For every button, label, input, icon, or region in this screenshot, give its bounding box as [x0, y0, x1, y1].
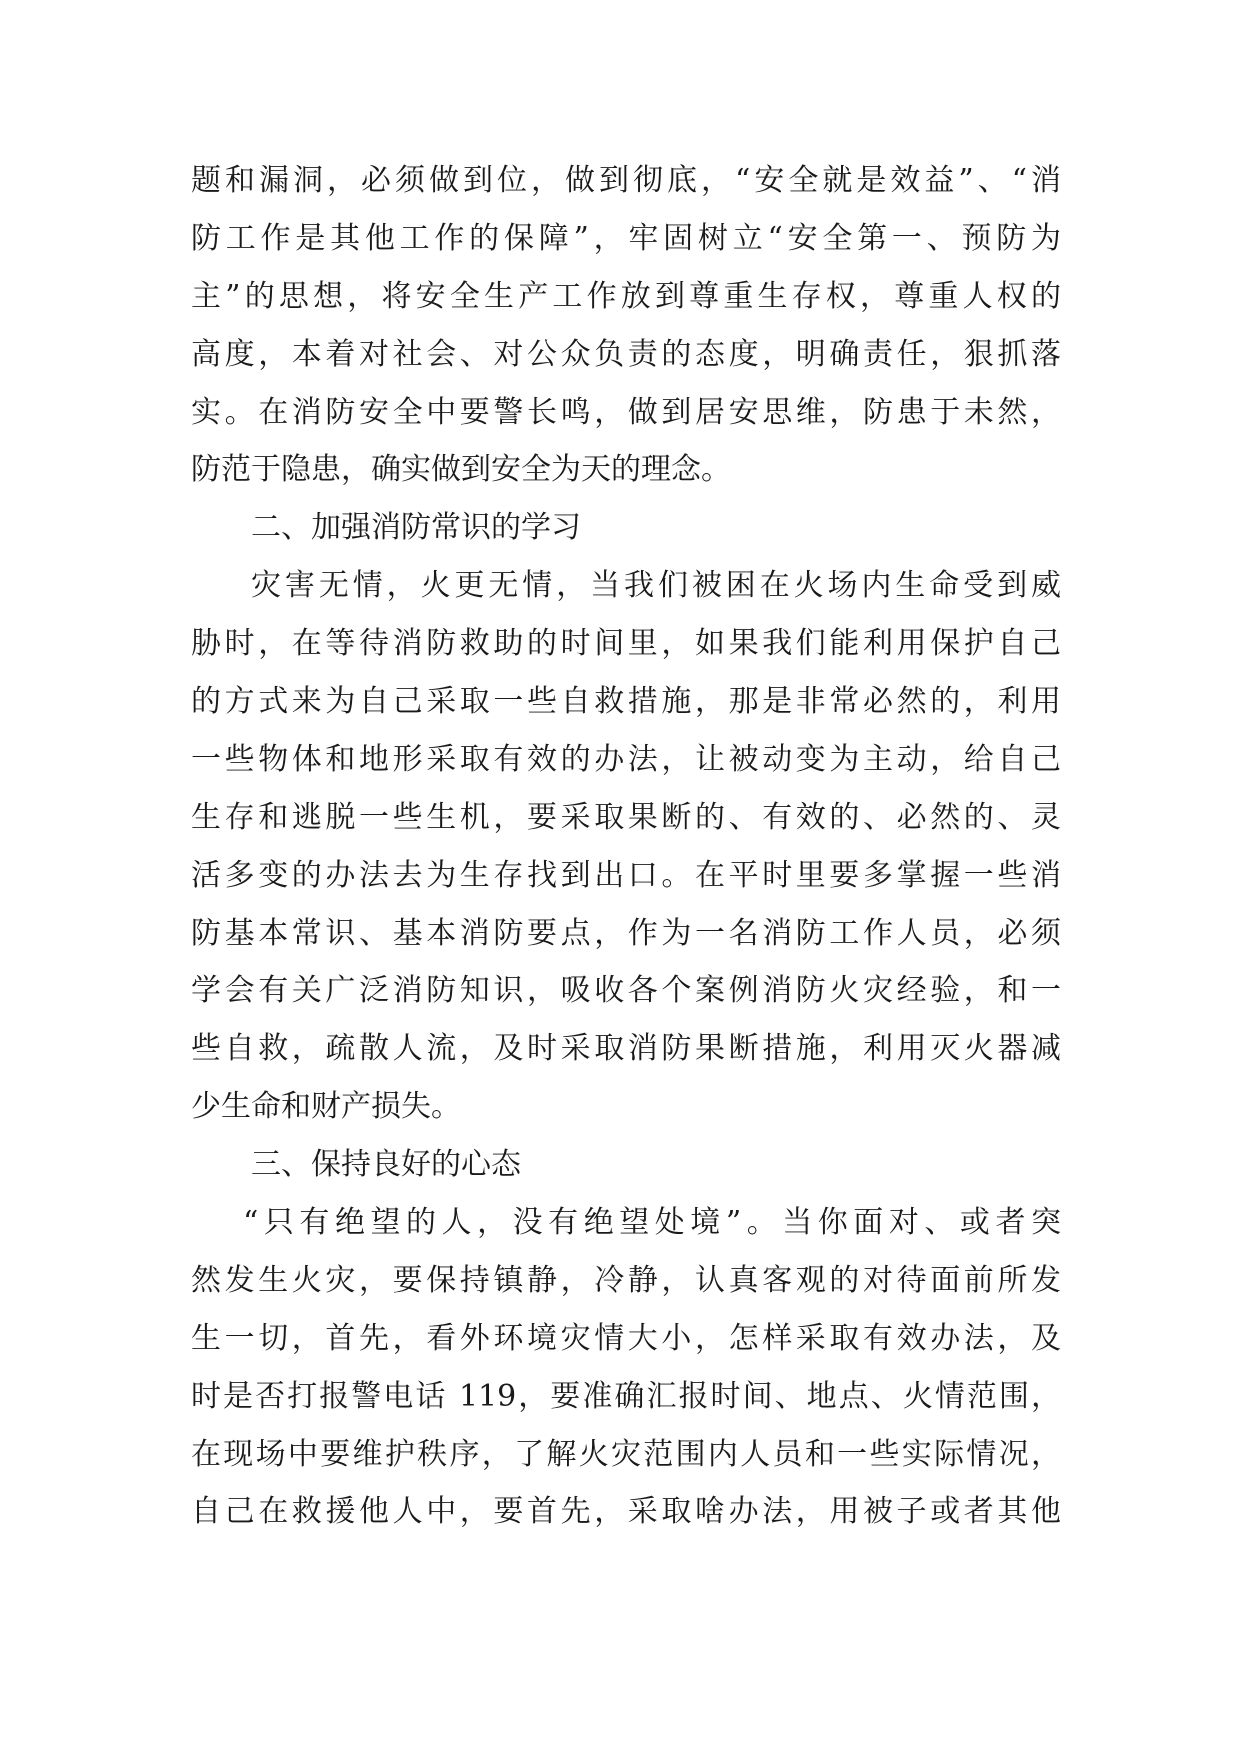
body-line: 活多变的办法去为生存找到出口。在平时里要多掌握一些消: [191, 857, 1061, 893]
body-line: 然发生火灾，要保持镇静，冷静，认真客观的对待面前所发: [191, 1262, 1061, 1298]
body-line: 防基本常识、基本消防要点，作为一名消防工作人员，必须: [191, 915, 1061, 951]
body-line: 灾害无情，火更无情，当我们被困在火场内生命受到威: [251, 568, 1061, 604]
document-body: [191, 152, 1061, 1541]
body-line: 时是否打报警电话 119，要准确汇报时间、地点、火情范围，: [191, 1378, 1061, 1414]
body-line: 学会有关广泛消防知识，吸收各个案例消防火灾经验，和一: [191, 973, 1061, 1009]
body-line: 少生命和财产损失。: [191, 1089, 461, 1125]
body-line: 防范于隐患，确实做到安全为天的理念。: [191, 452, 731, 488]
body-line: 生一切，首先，看外环境灾情大小，怎样采取有效办法，及: [191, 1320, 1061, 1356]
body-line: 自己在救援他人中，要首先，采取啥办法，用被子或者其他: [191, 1494, 1061, 1530]
body-line: 实。在消防安全中要警长鸣，做到居安思维，防患于未然，: [191, 394, 1061, 430]
body-line: 在现场中要维护秩序，了解火灾范围内人员和一些实际情况，: [191, 1436, 1061, 1472]
section-heading: 三、保持良好的心态: [251, 1147, 521, 1183]
body-line: 胁时，在等待消防救助的时间里，如果我们能利用保护自己: [191, 626, 1061, 662]
body-line: 生存和逃脱一些生机，要采取果断的、有效的、必然的、灵: [191, 799, 1061, 835]
body-line: 主”的思想，将安全生产工作放到尊重生存权，尊重人权的: [191, 278, 1061, 314]
body-line: 些自救，疏散人流，及时采取消防果断措施，利用灭火器减: [191, 1031, 1061, 1067]
body-line: 的方式来为自己采取一些自救措施，那是非常必然的，利用: [191, 684, 1061, 720]
body-line: 一些物体和地形采取有效的办法，让被动变为主动，给自己: [191, 741, 1061, 777]
body-line: 题和漏洞，必须做到位，做到彻底，“安全就是效益”、“消: [191, 163, 1061, 198]
body-line: 防工作是其他工作的保障”，牢固树立“安全第一、预防为: [191, 220, 1061, 256]
section-heading: 二、加强消防常识的学习: [251, 510, 581, 546]
body-line: “只有绝望的人，没有绝望处境”。当你面对、或者突: [243, 1205, 1061, 1241]
body-line: 高度，本着对社会、对公众负责的态度，明确责任，狠抓落: [191, 336, 1061, 372]
